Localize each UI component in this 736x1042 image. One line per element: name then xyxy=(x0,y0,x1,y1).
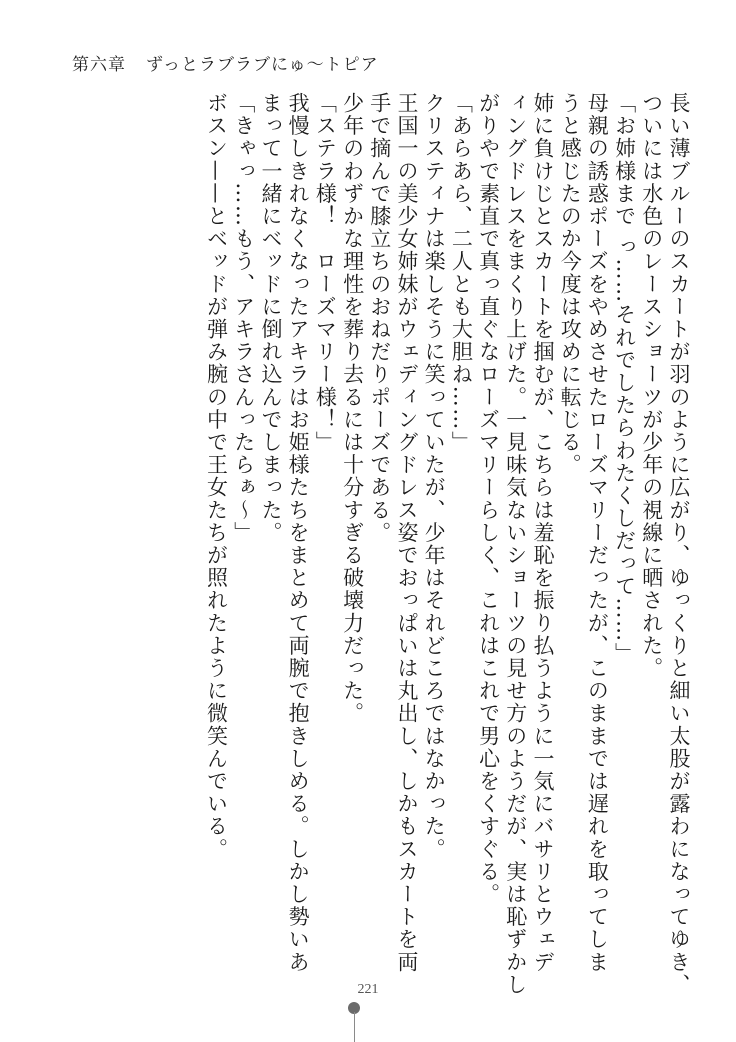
page-number: 221 xyxy=(357,982,379,997)
text-line: 長い薄ブルーのスカートが羽のように広がり、ゆっくりと細い太股が露わになってゆき、 xyxy=(667,92,691,996)
text-line: 我慢しきれなくなったアキラはお姫様たちをまとめて両腕で抱きしめる。しかし勢いあ xyxy=(286,92,311,974)
text-line: うと感じたのか今度は攻めに転じる。 xyxy=(558,92,583,477)
folio-ornament-icon xyxy=(348,1002,362,1042)
text-line: クリスティナは楽しそうに笑っていたが、少年はそれどころではなかった。 xyxy=(422,92,447,861)
chapter-title: ずっとラブラブにゅ〜トピア xyxy=(146,55,379,75)
text-line: 手で摘んで膝立ちのおねだりポーズである。 xyxy=(367,92,392,544)
chapter-number: 第六章 xyxy=(72,55,126,75)
text-line: 少年のわずかな理性を葬り去るには十分すぎる破壊力だった。 xyxy=(340,92,365,725)
text-line: 「お姉様まで っ……それでしたらわたくしだって……」 xyxy=(612,92,637,666)
text-line: 姉に負けじとスカートを掴むが、こちらは羞恥を振り払うように一気にバサリとウェデ xyxy=(530,92,555,974)
text-line: 王国一の美少女姉妹がウェディングドレス姿でおっぱいは丸出し、しかもスカートを両 xyxy=(394,92,419,974)
text-line: まって一緒にベッドに倒れ込んでしまった。 xyxy=(258,92,283,544)
text-line: 「あらあら、二人とも大胆ね……」 xyxy=(449,92,474,454)
running-header xyxy=(72,50,379,75)
text-line: がりやで素直で真っ直ぐなローズマリーらしく、これはこれで男心をくすぐる。 xyxy=(476,92,501,906)
text-line: ボスン——とベッドが弾み腕の中で王女たちが照れたように微笑んでいる。 xyxy=(204,92,229,861)
text-line: 母親の誘惑ポーズをやめさせたローズマリーだったが、このままでは遅れを取ってしま xyxy=(585,92,610,974)
text-line: ィングドレスをまくり上げた。一見味気ないショーツの見せ方のようだが、実は恥ずかし xyxy=(503,92,528,996)
text-line: 「きゃっ……もう、アキラさんったらぁ〜」 xyxy=(231,92,256,544)
text-line: ついには水色のレースショーツが少年の視線に晒された。 xyxy=(639,92,664,680)
text-line: 「ステラ様！ ローズマリー様！」 xyxy=(313,92,338,454)
